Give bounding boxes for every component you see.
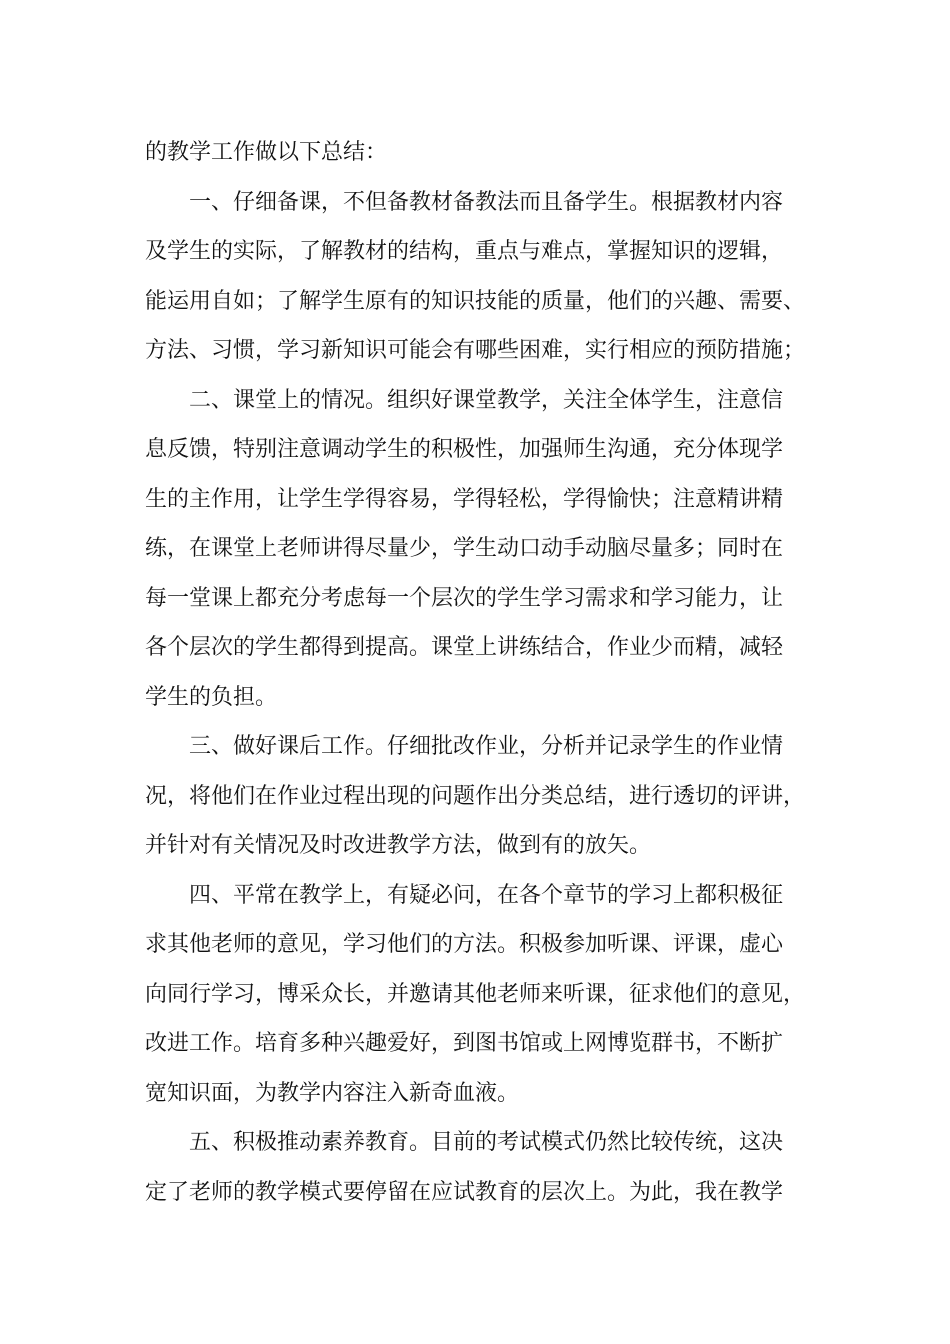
paragraph-4-line-1: 四、平常在教学上，有疑必问，在各个章节的学习上都积极征 <box>189 882 784 908</box>
text-line: 并针对有关情况及时改进教学方法，做到有的放矢。 <box>145 833 652 858</box>
text-line: 息反馈，特别注意调动学生的积极性，加强师生沟通，充分体现学 <box>145 437 784 462</box>
text-line: 方法、习惯，学习新知识可能会有哪些困难，实行相应的预防措施； <box>145 338 806 363</box>
paragraph-1-line-1: 一、仔细备课，不但备教材备教法而且备学生。根据教材内容 <box>189 189 784 215</box>
paragraph-5-line-1: 五、积极推动素养教育。目前的考试模式仍然比较传统，这决 <box>189 1130 784 1155</box>
text-line: 求其他老师的意见，学习他们的方法。积极参加听课、评课，虚心 <box>145 932 784 957</box>
text-line: 各个层次的学生都得到提高。课堂上讲练结合，作业少而精，减轻 <box>145 635 784 660</box>
paragraph-2-line-1: 二、课堂上的情况。组织好课堂教学，关注全体学生，注意信 <box>189 387 784 413</box>
text-line: 学生的负担。 <box>145 684 278 710</box>
text-line: 练，在课堂上老师讲得尽量少，学生动口动手动脑尽量多；同时在 <box>145 536 784 561</box>
text-line: 每一堂课上都充分考虑每一个层次的学生学习需求和学习能力，让 <box>145 585 784 611</box>
paragraph-3-line-1: 三、做好课后工作。仔细批改作业，分析并记录学生的作业情 <box>189 734 784 759</box>
text-line: 向同行学习，博采众长，并邀请其他老师来听课，征求他们的意见， <box>145 981 806 1007</box>
text-line: 宽知识面，为教学内容注入新奇血液。 <box>145 1080 520 1106</box>
text-line: 定了老师的教学模式要停留在应试教育的层次上。为此，我在教学 <box>145 1179 784 1205</box>
text-line: 况，将他们在作业过程出现的问题作出分类总结，进行透切的评讲， <box>145 783 806 809</box>
text-line: 的教学工作做以下总结： <box>145 140 388 165</box>
text-line: 及学生的实际，了解教材的结构，重点与难点，掌握知识的逻辑， <box>145 239 784 264</box>
text-line: 能运用自如；了解学生原有的知识技能的质量，他们的兴趣、需要、 <box>145 288 806 314</box>
text-line: 改进工作。培育多种兴趣爱好，到图书馆或上网博览群书，不断扩 <box>145 1031 784 1056</box>
text-line: 生的主作用，让学生学得容易，学得轻松，学得愉快；注意精讲精 <box>145 486 784 512</box>
body-text <box>145 128 825 1217</box>
